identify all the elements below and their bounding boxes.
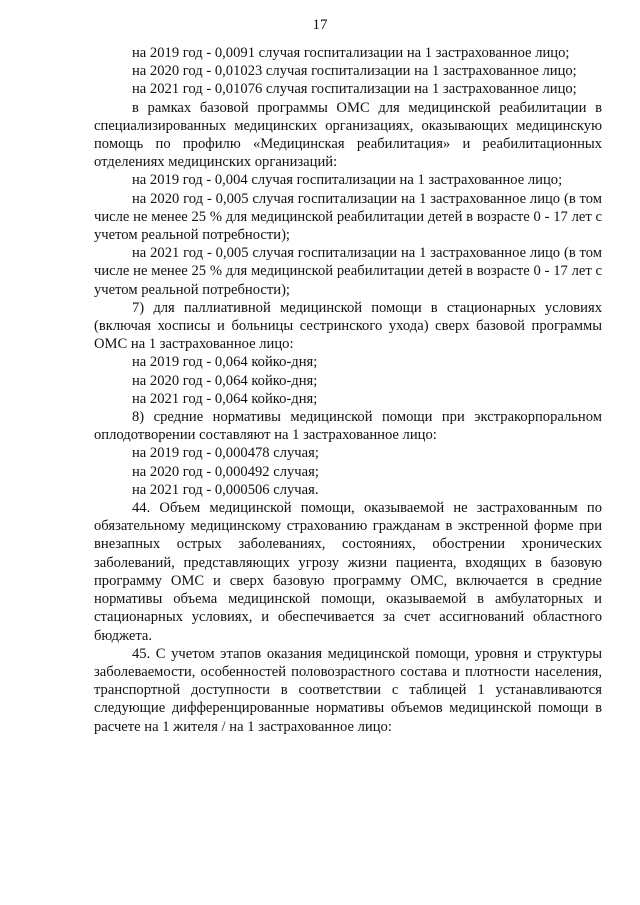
- paragraph: на 2021 год - 0,064 койко-дня;: [132, 390, 318, 407]
- page-number: 17: [312, 17, 328, 33]
- paragraph: на 2020 год - 0,01023 случая госпитализации на 1 застрахованное лицо;: [132, 63, 577, 80]
- paragraph: на 2019 год - 0,064 койко-дня;: [132, 354, 318, 371]
- paragraph: на 2021 год - 0,000506 случая.: [132, 481, 319, 498]
- paragraph: в рамках базовой программы ОМС для медицинской реабилитации в специализированных медицинских организациях, оказывающих медицинскую помощь по профилю «Медицинская реабилитация» и реабилитационных отделениях медицинских организаций:: [94, 99, 602, 171]
- paragraph: на 2020 год - 0,005 случая госпитализации на 1 застрахованное лицо (в том числе не менее 25 % для медицинской реабилитации детей в возрасте 0 - 17 лет с учетом реальной потребности);: [94, 190, 602, 244]
- paragraph: на 2019 год - 0,000478 случая;: [132, 445, 319, 462]
- paragraph: на 2019 год - 0,0091 случая госпитализации на 1 застрахованное лицо;: [132, 45, 570, 61]
- paragraph: на 2020 год - 0,064 койко-дня;: [132, 372, 318, 389]
- paragraph: 8) средние нормативы медицинской помощи при экстракорпоральном оплодотворении составляют на 1 застрахованное лицо:: [94, 409, 602, 444]
- paragraph: на 2020 год - 0,000492 случая;: [132, 463, 319, 480]
- paragraph: на 2021 год - 0,005 случая госпитализации на 1 застрахованное лицо (в том числе не менее 25 % для медицинской реабилитации детей в возрасте 0 - 17 лет с учетом реальной потребности);: [94, 245, 602, 298]
- document-body: [94, 44, 602, 736]
- paragraph: на 2021 год - 0,01076 случая госпитализации на 1 застрахованное лицо;: [132, 81, 577, 98]
- paragraph: на 2019 год - 0,004 случая госпитализации на 1 застрахованное лицо;: [132, 172, 563, 189]
- paragraph: 7) для паллиативной медицинской помощи в стационарных условиях (включая хосписы и больницы сестринского ухода) сверх базовой программы ОМС на 1 застрахованное лицо:: [94, 299, 602, 353]
- paragraph: 44. Объем медицинской помощи, оказываемой не застрахованным по обязательному медицинскому страхованию гражданам в экстренной форме при внезапных острых заболеваниях, состояниях, обострении хронических заболеваний, представляющих угрозу жизни пациента, входящих в базовую программу ОМС и сверх базовую программу ОМС, включается в средние нормативы объема медицинской помощи, оказываемой в амбулаторных и стационарных условиях, и обеспечивается за счет ассигнований областного бюджета.: [94, 500, 602, 644]
- paragraph: 45. С учетом этапов оказания медицинской помощи, уровня и структуры заболеваемости, особенностей половозрастного состава и плотности населения, транспортной доступности в соответствии с таблицей 1 устанавливаются следующие дифференцированные нормативы объемов медицинской помощи в расчете на 1 жителя / на 1 застрахованное лицо:: [94, 645, 602, 735]
